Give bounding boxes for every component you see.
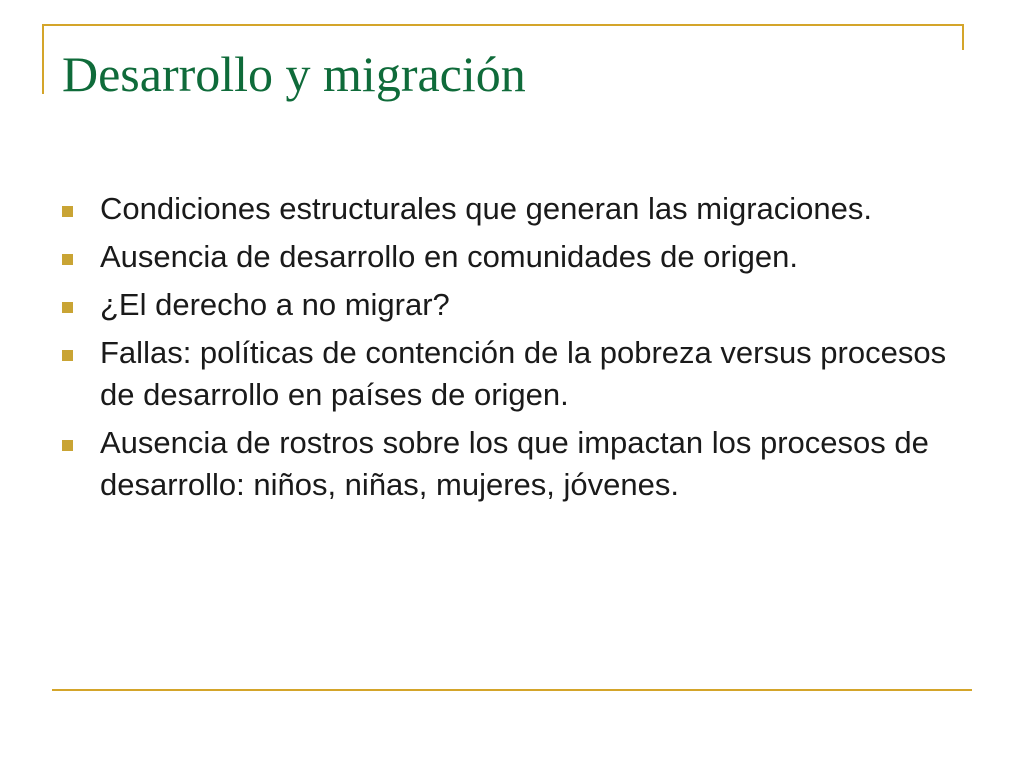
bullet-item — [62, 284, 962, 326]
left-frame-line — [42, 24, 44, 94]
bullet-text: Condiciones estructurales que generan las migraciones. — [100, 191, 872, 226]
square-bullet-icon — [62, 440, 73, 451]
square-bullet-icon — [62, 254, 73, 265]
right-frame-line — [962, 24, 964, 50]
bullet-text: Ausencia de desarrollo en comunidades de origen. — [100, 239, 798, 274]
bottom-rule-line — [52, 689, 972, 691]
slide-title: Desarrollo y migración — [62, 46, 526, 102]
bullet-list — [62, 188, 962, 512]
square-bullet-icon — [62, 206, 73, 217]
bullet-text: Ausencia de rostros sobre los que impactan los procesos de desarrollo: niños, niñas, mujeres, jóvenes. — [100, 425, 929, 502]
square-bullet-icon — [62, 302, 73, 313]
bullet-item — [62, 332, 962, 416]
bullet-text: Fallas: políticas de contención de la pobreza versus procesos de desarrollo en países de origen. — [100, 335, 947, 412]
top-frame-line — [42, 24, 964, 26]
bullet-item — [62, 422, 962, 506]
bullet-item — [62, 188, 962, 230]
square-bullet-icon — [62, 350, 73, 361]
bullet-item — [62, 236, 962, 278]
bullet-text: ¿El derecho a no migrar? — [100, 287, 450, 322]
